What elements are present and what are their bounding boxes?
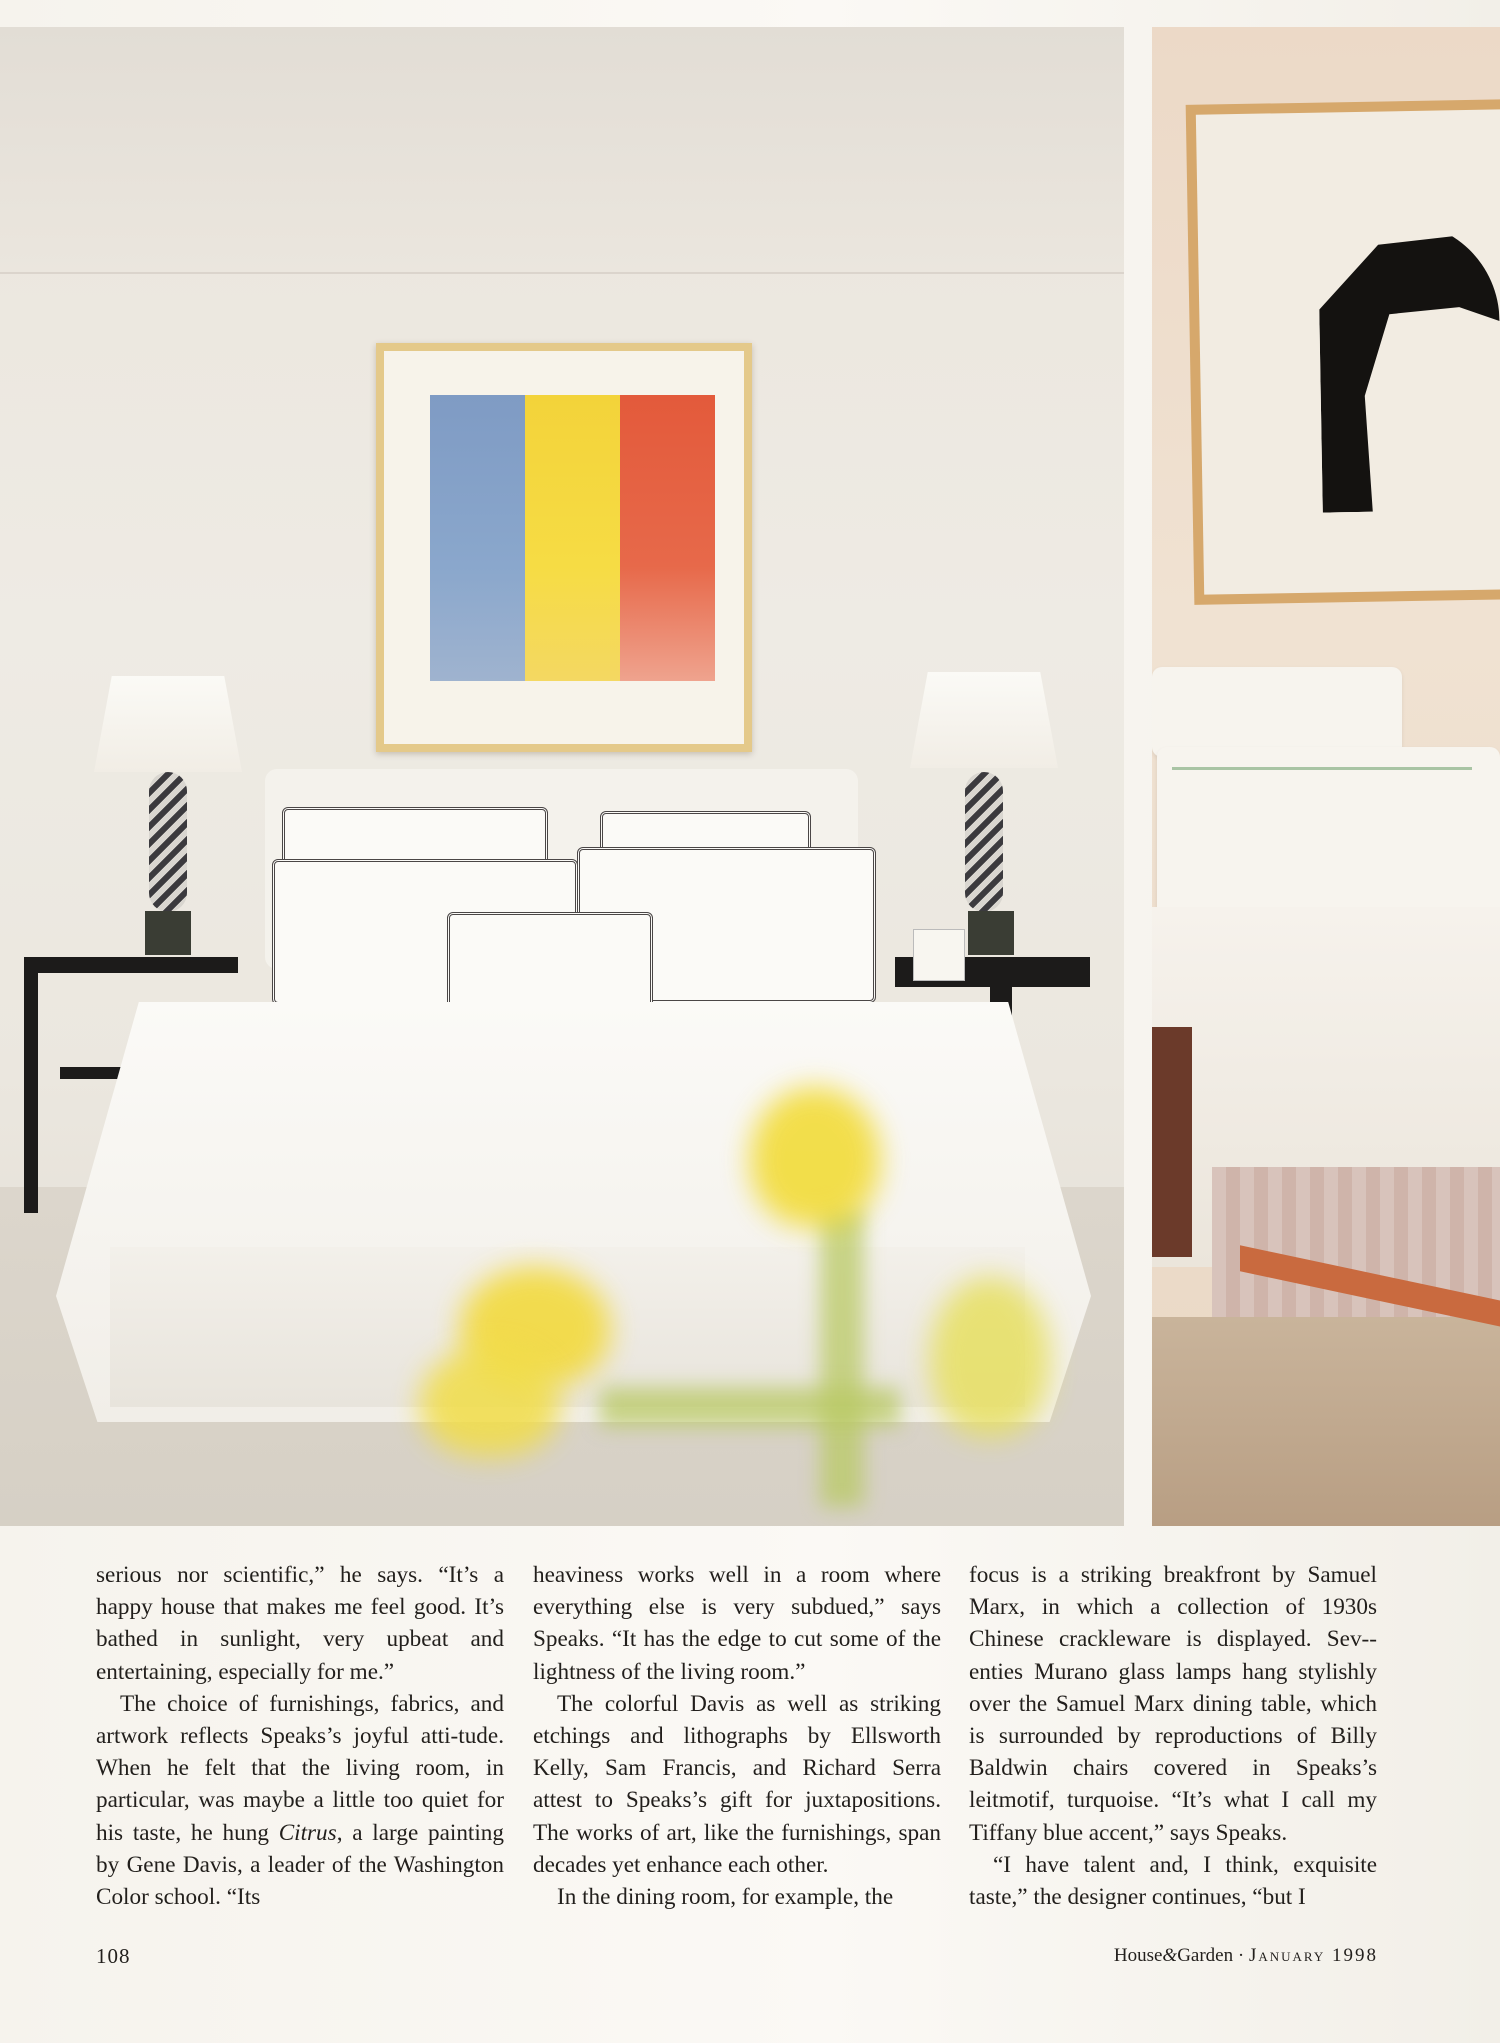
- ink-artwork-frame: [1186, 99, 1500, 605]
- sham-stripe: [1172, 767, 1472, 770]
- paragraph-text: The choice of furnishings, fabrics, and artwork reflects Speaks’s joyful atti-tude. When he felt that the living room, in particular, was maybe a little too quiet for his taste, he hung: [96, 1690, 504, 1846]
- article-column-1: [96, 1559, 504, 1913]
- article-column-3: [969, 1559, 1377, 1913]
- paragraph-text: , a large painting by Gene Davis, a leader of the Washington Color school. “Its: [96, 1819, 504, 1911]
- right-lamp-shade: [910, 672, 1058, 768]
- left-lamp-base: [149, 772, 187, 912]
- side-table: [1152, 1027, 1192, 1257]
- left-nightstand-leg: [24, 973, 38, 1213]
- ceiling: [0, 27, 1124, 274]
- footer-separator: ·: [1237, 1945, 1245, 1966]
- paragraph: focus is a striking breakfront by Samuel Marx, in which a collection of 1930s Chinese crackleware is displayed. Sev-enties Murano glass lamps hang stylishly over the Samuel Marx dining table, which is surrounded by reproductions of Billy Baldwin chairs covered in Speaks’s leitmotif, turquoise. “It’s what I call my Tiffany blue accent,” says Speaks.: [969, 1562, 1377, 1846]
- ink-brushstroke: [1298, 219, 1500, 512]
- paragraph: In the dining room, for example, the: [557, 1884, 894, 1911]
- artwork-title: Citrus: [278, 1819, 337, 1846]
- yellow-stripe: [525, 395, 620, 681]
- tulip-stem: [820, 1207, 864, 1507]
- tulip-flower: [420, 1347, 560, 1457]
- painting-mat: [384, 351, 744, 744]
- back-pillow: [1152, 667, 1402, 757]
- seagrass-floor: [1152, 1317, 1500, 1526]
- second-bedroom-photo: [1152, 27, 1500, 1526]
- magazine-name-house: House: [1113, 1945, 1163, 1966]
- paragraph: The colorful Davis as well as striking etchings and lithographs by Ellsworth Kelly, Sam Francis, and Richard Serra attest to Speaks’s gift for juxtapositions. The works of art, like the furnishings, span decades yet enhance each other.: [533, 1690, 941, 1878]
- page-number: 108: [96, 1944, 131, 1968]
- left-nightstand-top: [24, 957, 238, 973]
- paragraph: “I have talent and, I think, exquisite taste,” the designer continues, “but I: [969, 1851, 1377, 1911]
- left-lamp-shade: [94, 676, 242, 772]
- magazine-name-garden: Garden: [1177, 1945, 1234, 1966]
- tulip-leaf: [600, 1387, 900, 1427]
- tulip-flower: [930, 1277, 1050, 1437]
- paragraph: heaviness works well in a room where everything else is very subdued,” says Speaks. “It has the edge to cut some of the lightness of the living room.”: [533, 1562, 941, 1685]
- red-stripe: [620, 395, 715, 681]
- tulip-flower: [750, 1087, 880, 1227]
- desk-clock: [913, 929, 965, 981]
- citrus-painting: [376, 343, 752, 752]
- bedroom-photo: [0, 27, 1124, 1526]
- ink-artwork-mat: [1196, 109, 1500, 594]
- right-lamp-foot: [968, 911, 1014, 955]
- article-column-2: [533, 1559, 941, 1913]
- issue-date: January 1998: [1248, 1945, 1378, 1966]
- blue-stripe: [430, 395, 525, 681]
- left-lamp-foot: [145, 911, 191, 955]
- magazine-ampersand: &: [1162, 1945, 1178, 1966]
- running-footer: [1110, 1945, 1378, 1967]
- right-lamp-base: [965, 772, 1003, 912]
- paragraph: [96, 1688, 504, 1913]
- ceiling-line: [0, 272, 1124, 274]
- paragraph: serious nor scientific,” he says. “It’s a happy house that makes me feel good. It’s bathed in sunlight, very upbeat and entertaining, especially for me.”: [96, 1562, 504, 1685]
